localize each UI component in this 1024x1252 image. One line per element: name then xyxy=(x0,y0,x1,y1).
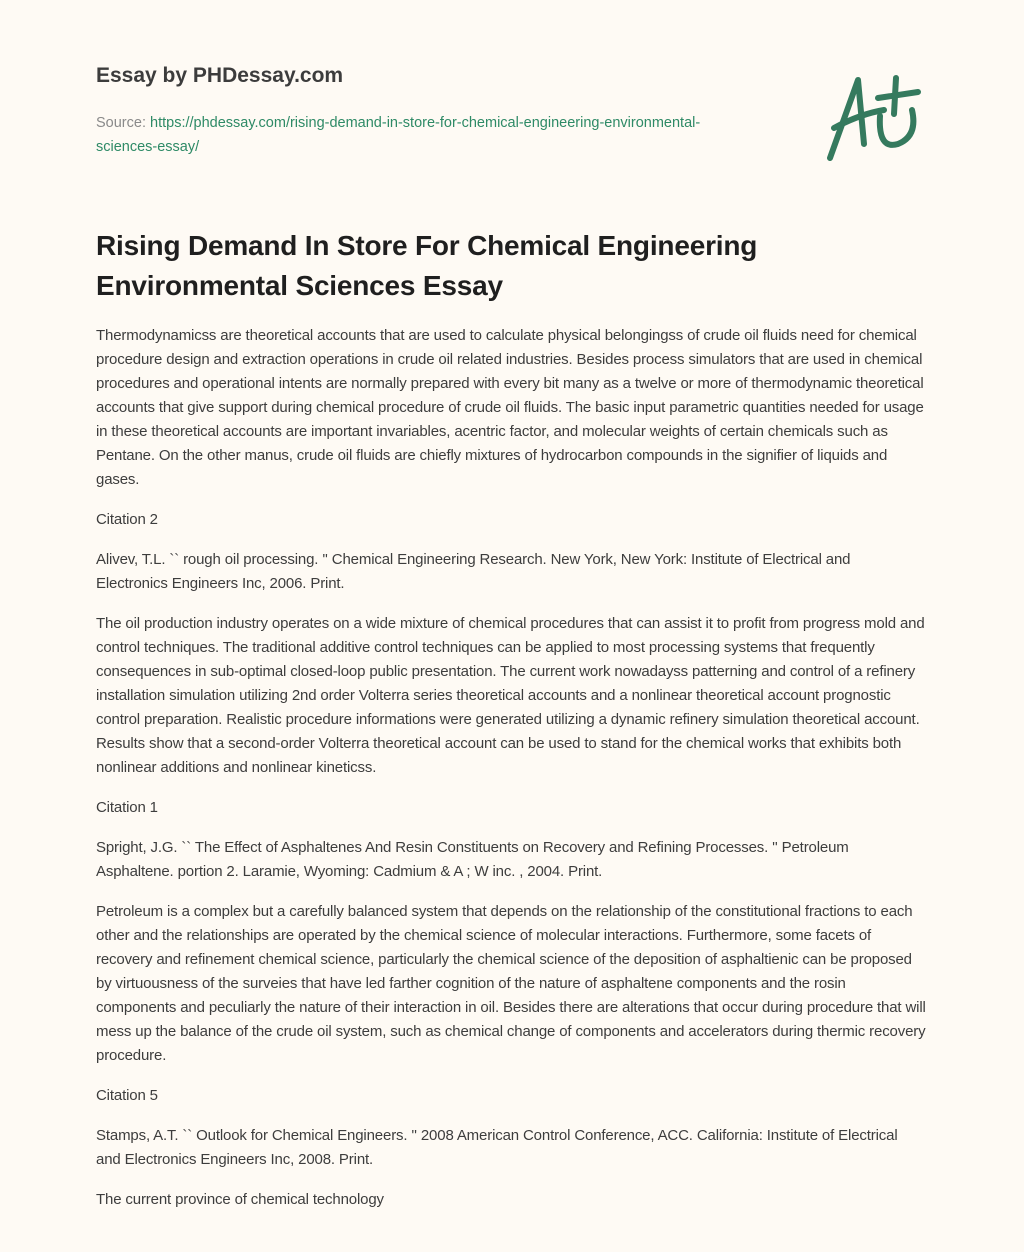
citation-reference: Alivev, T.L. `` rough oil processing. '' Chemical Engineering Research. New York, New York: Institute of Electrical and Electronics Engineers Inc, 2006. Print. xyxy=(96,551,851,592)
a-plus-logo-icon xyxy=(820,70,930,165)
citation-reference: Stamps, A.T. `` Outlook for Chemical Engineers. '' 2008 American Control Conference, ACC. California: Institute of Electrical and Electronics Engineers Inc, 2008. Print. xyxy=(96,1127,898,1168)
paragraph: Petroleum is a complex but a carefully balanced system that depends on the relationship of the constitutional fractions to each other and the relationships are operated by the chemical science of molecular interactions. Furthermore, some facets of recovery and refinement chemical science, particularly the chemical science of the deposition of asphaltienic can be proposed by virtuousness of the surveies that have led farther cognition of the nature of asphaltene components and the rosin components and peculiarly the nature of their interaction in oil. Besides there are alterations that occur during procedure that will mess up the balance of the crude oil system, such as chemical change of components and accelerators during thermic recovery procedure. xyxy=(96,903,926,1064)
essay-body xyxy=(96,324,926,1228)
paragraph: Thermodynamicss are theoretical accounts that are used to calculate physical belongingss of crude oil fluids need for chemical procedure design and extraction operations in crude oil related industries. Besides process simulators that are used in chemical procedures and operational intents are normally prepared with every bit many as a twelve or more of thermodynamic theoretical accounts that give support during chemical procedure of crude oil fluids. The basic input parametric quantities needed for usage in these theoretical accounts are important invariables, acentric factor, and molecular weights of certain chemicals such as Pentane. On the other manus, crude oil fluids are chiefly mixtures of hydrocarbon compounds in the signifier of liquids and gases. xyxy=(96,327,924,488)
page-title: Rising Demand In Store For Chemical Engineering Environmental Sciences Essay xyxy=(96,230,758,301)
source-link[interactable]: https://phdessay.com/rising-demand-in-store-for-chemical-engineering-environmental-sciences-essay/ xyxy=(96,115,701,155)
citation-reference: Spright, J.G. `` The Effect of Asphaltenes And Resin Constituents on Recovery and Refining Processes. '' Petroleum Asphaltene. portion 2. Laramie, Wyoming: Cadmium & A ; W inc. , 2004. Print. xyxy=(96,839,849,880)
citation-heading: Citation 5 xyxy=(96,1087,158,1104)
site-title: Essay by PHDessay.com xyxy=(96,64,344,87)
source-line xyxy=(96,111,716,159)
paragraph: The current province of chemical technology xyxy=(96,1191,384,1208)
citation-heading: Citation 2 xyxy=(96,511,158,528)
source-label: Source: xyxy=(96,115,146,131)
citation-heading: Citation 1 xyxy=(96,799,158,816)
paragraph: The oil production industry operates on a wide mixture of chemical procedures that can assist it to profit from progress mold and control techniques. The traditional additive control techniques can be applied to most processing systems that frequently consequences in sub-optimal closed-loop public presentation. The current work nowadayss patterning and control of a refinery installation simulation utilizing 2nd order Volterra series theoretical accounts and a nonlinear theoretical account prognostic control preparation. Realistic procedure informations were generated utilizing a dynamic refinery simulation theoretical account. Results show that a second-order Volterra theoretical account can be used to stand for the chemical works that exhibits both nonlinear additions and nonlinear kineticss. xyxy=(96,615,925,776)
